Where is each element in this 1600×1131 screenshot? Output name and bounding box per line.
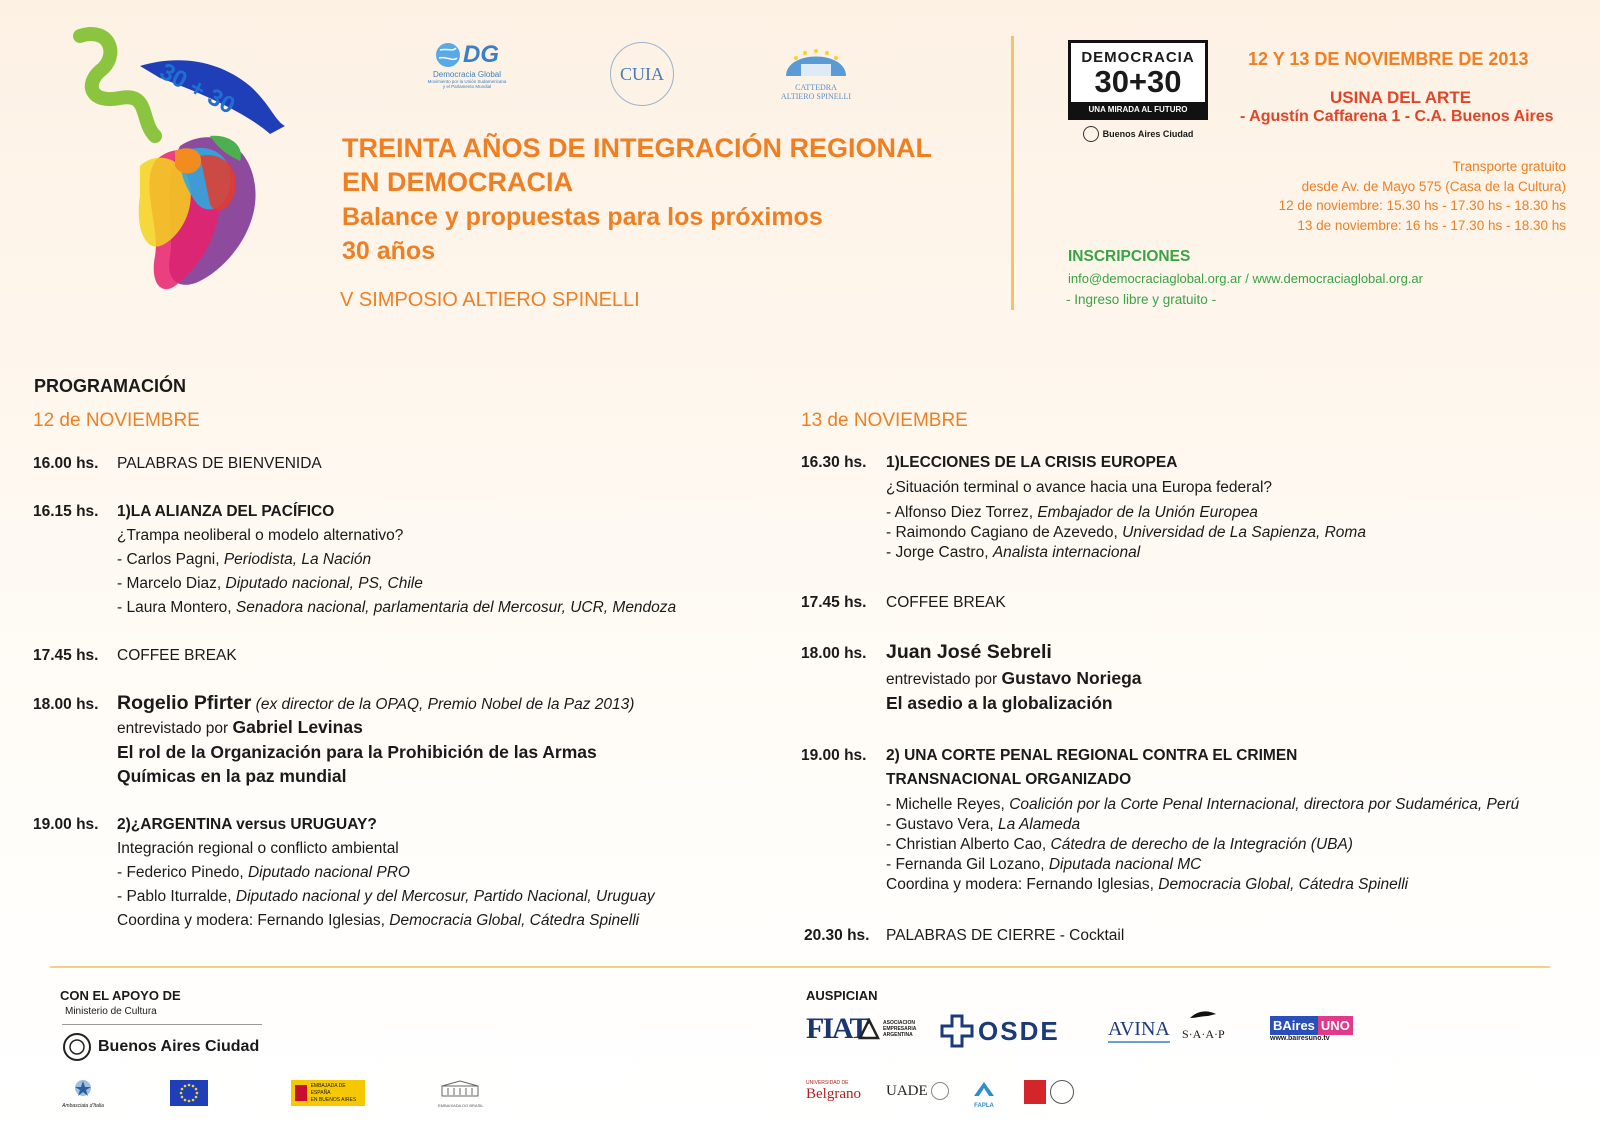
bairesuno-url: www.bairesuno.tv: [1270, 1035, 1330, 1042]
session-time: 17.45 hs.: [33, 647, 99, 664]
event-logo-line3: UNA MIRADA AL FUTURO: [1071, 102, 1205, 117]
panelist-role: Coalición por la Corte Penal Internacional, directora por Sudamérica, Perú: [1009, 796, 1520, 813]
belgrano-sub: UNIVERSIDAD DE: [806, 1080, 849, 1086]
day2-label: 13 de NOVIEMBRE: [801, 410, 968, 431]
panelist-name: - Federico Pinedo,: [117, 864, 248, 881]
panelist-name: - Marcelo Diaz,: [117, 575, 226, 592]
panelist-role: Cátedra de derecho de la Integración (UBA): [1050, 836, 1353, 853]
eu-stars-dome-icon: [781, 38, 851, 78]
dg-name: Democracia Global: [432, 70, 502, 79]
cuia-logo: [610, 42, 674, 106]
transport-line: 12 de noviembre: 15.30 hs - 17.30 hs - 18.30 hs: [1278, 198, 1566, 213]
panelist-role: Diputado nacional PRO: [247, 864, 410, 881]
spain-embassy-line2: EN BUENOS AIRES: [310, 1096, 357, 1103]
interviewed-by: entrevistado por: [886, 671, 1002, 688]
speaker-name: Juan José Sebreli: [886, 641, 1052, 663]
session-question: ¿Trampa neoliberal o modelo alternativo?: [117, 527, 404, 544]
event-logo: [1068, 40, 1208, 142]
bairesuno-logo: [1270, 1016, 1353, 1042]
panelist: [117, 888, 655, 906]
dg-tag2: y el Parlamento Mundial: [442, 84, 492, 89]
eu-stars-icon: [178, 1082, 200, 1104]
osde-logo: [940, 1014, 1060, 1048]
italy-embassy-logo: [58, 1078, 108, 1109]
interview-topic: El asedio a la globalización: [886, 693, 1113, 713]
panelist-name: - Michelle Reyes,: [886, 796, 1010, 813]
fiat-logo: FIAT: [806, 1012, 868, 1045]
registration-free: - Ingreso libre y gratuito -: [1066, 292, 1217, 307]
red-sponsor-icon: [1024, 1080, 1046, 1104]
panelist-role: Diputado nacional, PS, Chile: [225, 575, 423, 592]
dg-mark: DG: [463, 41, 499, 68]
buenos-aires-ciudad-logo: [62, 1032, 259, 1062]
session-title: PALABRAS DE BIENVENIDA: [117, 455, 322, 472]
panelist-role: La Alameda: [998, 816, 1081, 833]
panelist: [886, 796, 1519, 814]
event-logo-city: Buenos Aires Ciudad: [1102, 129, 1194, 139]
panelist-name: - Gustavo Vera,: [886, 816, 998, 833]
interview-topic: Químicas en la paz mundial: [117, 766, 347, 786]
transport-line: desde Av. de Mayo 575 (Casa de la Cultura): [1301, 178, 1566, 194]
panelist-role: Diputada nacional MC: [1048, 856, 1202, 873]
session-time: 18.00 hs.: [801, 645, 867, 662]
aea-logo: [858, 1018, 916, 1040]
interviewed-by: entrevistado por: [117, 720, 233, 737]
panelist-name: - Carlos Pagni,: [117, 551, 224, 568]
session-time: 16.30 hs.: [801, 454, 867, 471]
uade-seal-icon: [931, 1082, 949, 1100]
program-title: PROGRAMACIÓN: [34, 376, 186, 396]
interviewer-name: Gabriel Levinas: [232, 717, 363, 737]
dg-tag1: Movimiento por la Unión Sudamericana: [427, 79, 507, 84]
event-logo-line2: 30+30: [1094, 64, 1182, 99]
venue-address: - Agustín Caffarena 1 - C.A. Buenos Aires: [1240, 108, 1554, 125]
footer-divider: [50, 966, 1550, 968]
aea-line1: ASOCIACION: [883, 1020, 915, 1026]
event-dates: 12 Y 13 DE NOVIEMBRE DE 2013: [1248, 49, 1529, 69]
session-title: 1)LA ALIANZA DEL PACÍFICO: [117, 503, 335, 520]
subtitle-line-2: 30 años: [342, 237, 436, 265]
belgrano-wordmark: Belgrano: [806, 1086, 861, 1102]
interview-topic: El rol de la Organización para la Prohibición de las Armas: [117, 742, 597, 762]
eu-flag-logo: [170, 1080, 208, 1106]
interviewer-line: [117, 717, 363, 738]
moderator-role: Democracia Global, Cátedra Spinelli: [389, 912, 640, 929]
symposium-name: V SIMPOSIO ALTIERO SPINELLI: [340, 289, 640, 311]
event-logo-box: [1068, 40, 1208, 120]
session-title: 1)LECCIONES DE LA CRISIS EUROPEA: [886, 454, 1178, 471]
venue-name: USINA DEL ARTE: [1330, 88, 1472, 107]
session-time: 17.45 hs.: [801, 594, 867, 611]
event-logo-line1: DEMOCRACIA: [1081, 49, 1195, 66]
panelist-role: Diputado nacional y del Mercosur, Partido Nacional, Uruguay: [235, 888, 655, 905]
panelist-name: - Fernanda Gil Lozano,: [886, 856, 1049, 873]
transport-info: [1279, 157, 1566, 235]
panelist: [886, 836, 1353, 854]
session-time: 19.00 hs.: [33, 816, 99, 833]
session-time: 18.00 hs.: [33, 696, 99, 713]
session-title: COFFEE BREAK: [117, 647, 237, 664]
moderator-label: Coordina y modera: Fernando Iglesias,: [117, 912, 390, 929]
session-title: [886, 927, 1124, 945]
registration-contact[interactable]: info@democraciaglobal.org.ar / www.democraciaglobal.org.ar: [1068, 271, 1423, 286]
header-divider: [1011, 36, 1014, 310]
building-icon: [440, 1080, 480, 1098]
session-title: 2) UNA CORTE PENAL REGIONAL CONTRA EL CRIMEN: [886, 747, 1298, 764]
fapla-wordmark: FAPLA: [974, 1103, 994, 1109]
support-underline: [62, 1024, 262, 1025]
session-title: 2)¿ARGENTINA versus URUGUAY?: [117, 816, 377, 833]
logo-badge: 30 + 30: [155, 58, 240, 120]
title-line-1: TREINTA AÑOS DE INTEGRACIÓN REGIONAL: [342, 133, 933, 163]
panelist: [117, 864, 410, 882]
transport-line: Transporte gratuito: [1452, 159, 1566, 174]
panelist: [117, 551, 371, 569]
moderator: [117, 912, 639, 930]
uade-wordmark: UADE: [886, 1082, 928, 1099]
saap-bird-icon: [1188, 1008, 1218, 1022]
city-seal-icon: [1083, 126, 1099, 142]
support-ministry: Ministerio de Cultura: [65, 1006, 157, 1017]
panelist-role: Embajador de la Unión Europea: [1037, 504, 1258, 521]
cuia-mark: CUIA: [620, 63, 664, 84]
aea-mark-icon: [858, 1018, 880, 1040]
saap-logo: [1182, 1008, 1225, 1042]
closing-title: PALABRAS DE CIERRE: [886, 927, 1056, 944]
panelist: [117, 575, 423, 593]
brazil-embassy: EMBAIXADA DO BRASIL: [438, 1103, 484, 1108]
session-question: ¿Situación terminal o avance hacia una Europa federal?: [886, 479, 1273, 496]
italy-emblem-icon: [73, 1078, 93, 1098]
session-time: 19.00 hs.: [801, 747, 867, 764]
uade-logo: [886, 1082, 949, 1100]
closing-extra: - Cocktail: [1055, 927, 1125, 944]
panelist-name: - Alfonso Diez Torrez,: [886, 504, 1038, 521]
moderator-role: Democracia Global, Cátedra Spinelli: [1158, 876, 1409, 893]
city-seal-icon: [62, 1032, 92, 1062]
interviewer-line: [886, 668, 1142, 689]
seal-sponsor-icon: [1050, 1080, 1074, 1104]
panelist-name: - Christian Alberto Cao,: [886, 836, 1051, 853]
panelist-name: - Pablo Iturralde,: [117, 888, 236, 905]
aea-line3: ARGENTINA: [883, 1032, 913, 1038]
panelist: [117, 599, 676, 617]
transport-line: 13 de noviembre: 16 hs - 17.30 hs - 18.30 hs: [1297, 217, 1566, 233]
bairesuno-mark: BAires: [1270, 1016, 1318, 1035]
fapla-logo: [972, 1080, 996, 1109]
title-line-2: EN DEMOCRACIA: [342, 167, 574, 197]
moderator: [886, 876, 1408, 894]
session-time: 16.15 hs.: [33, 503, 99, 520]
session-title: TRANSNACIONAL ORGANIZADO: [886, 771, 1132, 788]
interview-speaker: [117, 692, 634, 715]
panelist: [886, 504, 1258, 522]
globe-icon: [435, 40, 461, 70]
osde-wordmark: OSDE: [978, 1015, 1060, 1046]
spain-crest-icon: [295, 1085, 307, 1101]
interviewer-name: Gustavo Noriega: [1001, 668, 1142, 688]
panelist: [886, 856, 1201, 874]
panelist-role: Periodista, La Nación: [223, 551, 372, 568]
subtitle-line-1: Balance y propuestas para los próximos: [342, 203, 823, 231]
session-time: 20.30 hs.: [804, 927, 870, 944]
session-time: 16.00 hs.: [33, 455, 99, 472]
spain-embassy-logo: [291, 1080, 365, 1106]
avina-logo: AVINA: [1108, 1018, 1170, 1043]
moderator-label: Coordina y modera: Fernando Iglesias,: [886, 876, 1159, 893]
misc-sponsor-logos: [1024, 1080, 1074, 1104]
panelist: [886, 524, 1366, 542]
panelist: [886, 816, 1080, 834]
support-city: Buenos Aires Ciudad: [98, 1038, 260, 1055]
day1-label: 12 de NOVIEMBRE: [33, 410, 200, 431]
sponsors-title: AUSPICIAN: [806, 988, 878, 1003]
registration-title: INSCRIPCIONES: [1068, 248, 1191, 265]
cattedra-line1: CATTEDRA: [795, 83, 837, 92]
support-title: CON EL APOYO DE: [60, 988, 181, 1003]
panelist-role: Analista internacional: [992, 544, 1141, 561]
aea-line2: EMPRESARIA: [883, 1026, 917, 1032]
osde-mark-icon: [940, 1014, 974, 1048]
italy-embassy: Ambasciata d'Italia: [62, 1103, 104, 1109]
saap-wordmark: S·A·A·P: [1182, 1027, 1225, 1041]
panelist-role: Senadora nacional, parlamentaria del Mercosur, UCR, Mendoza: [235, 599, 677, 616]
subtitle: [342, 200, 823, 268]
session-title: COFFEE BREAK: [886, 594, 1006, 611]
session-question: Integración regional o conflicto ambiental: [117, 840, 399, 857]
speaker-name: Rogelio Pfirter: [117, 692, 252, 714]
cattedra-line2: ALTIERO SPINELLI: [780, 92, 852, 101]
fapla-mark-icon: [972, 1080, 996, 1098]
cattedra-spinelli-logo: [770, 38, 862, 101]
speaker-note: (ex director de la OPAQ, Premio Nobel de la Paz 2013): [251, 696, 635, 713]
panelist-name: - Jorge Castro,: [886, 544, 993, 561]
panelist: [886, 544, 1140, 562]
bairesuno-mark-2: UNO: [1318, 1016, 1353, 1035]
democracia-global-logo: [425, 40, 509, 89]
spain-embassy-line1: EMBAJADA DE ESPAÑA: [310, 1082, 346, 1096]
belgrano-logo: [806, 1080, 861, 1103]
main-title: [342, 131, 932, 199]
panelist-name: - Laura Montero,: [117, 599, 236, 616]
brazil-embassy-logo: [438, 1080, 482, 1108]
panelist-name: - Raimondo Cagiano de Azevedo,: [886, 524, 1123, 541]
panelist-role: Universidad de La Sapienza, Roma: [1122, 524, 1366, 541]
